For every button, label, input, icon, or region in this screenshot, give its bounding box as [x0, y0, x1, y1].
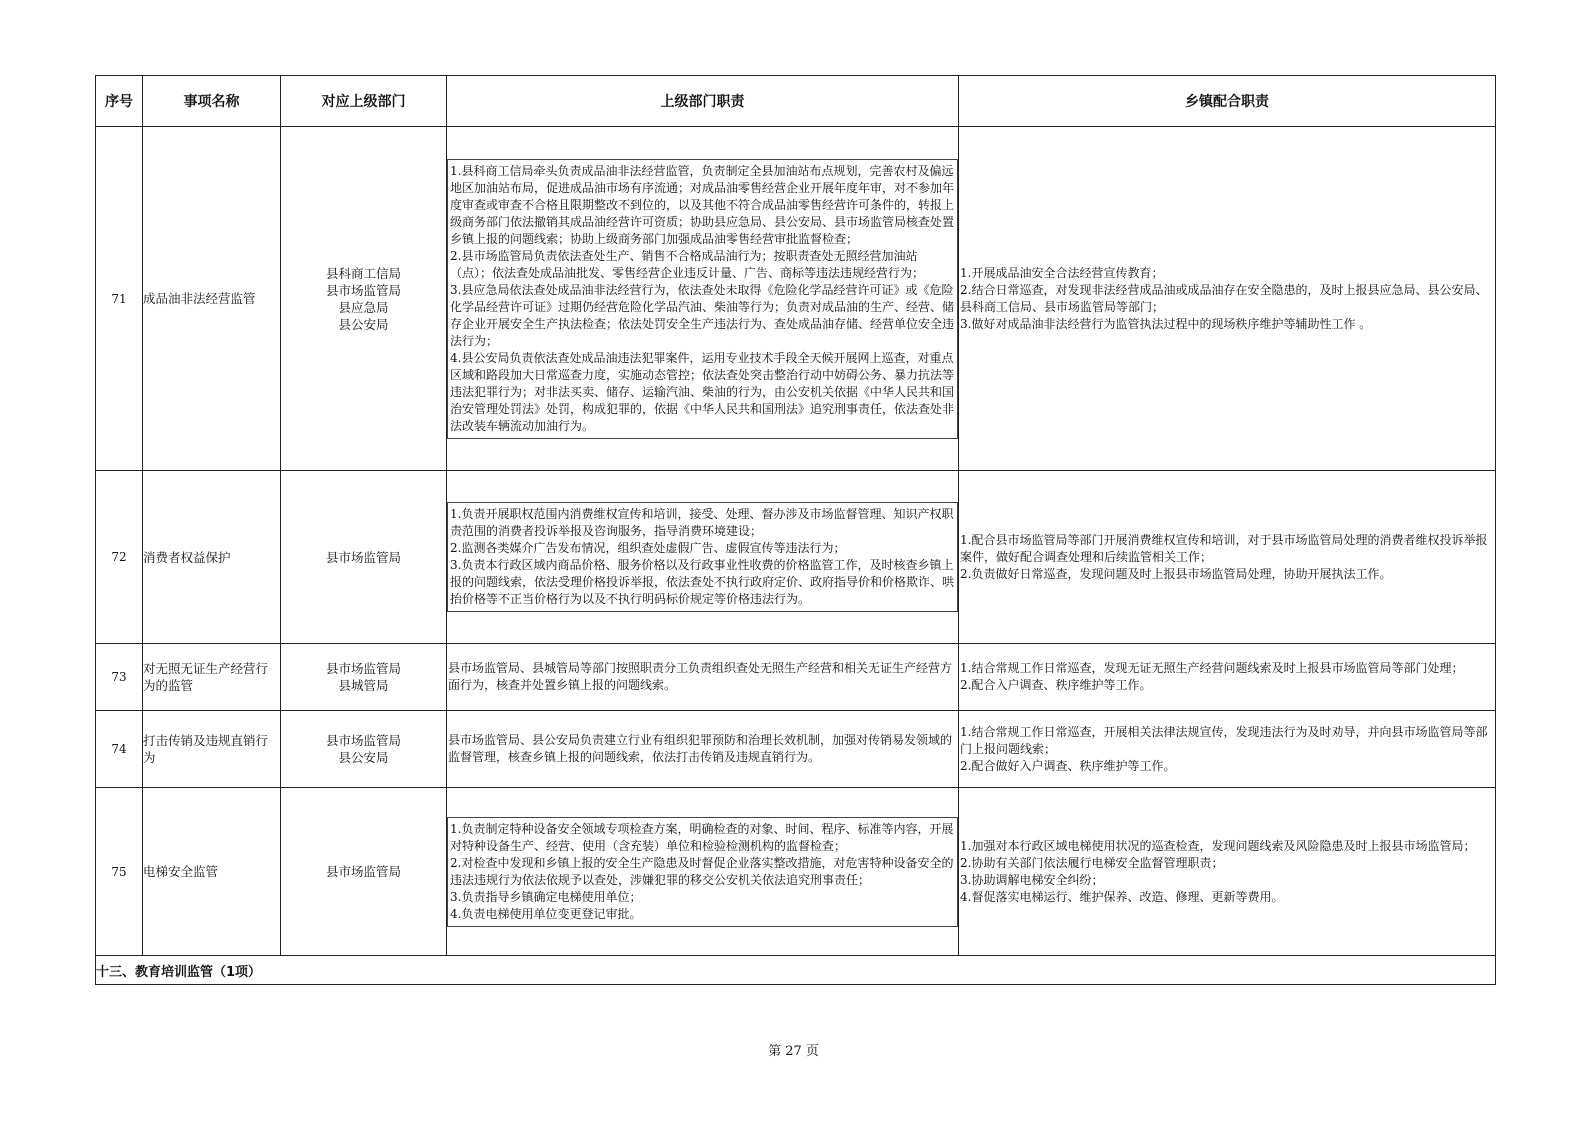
- duty-line: 1.配合县市场监管局等部门开展消费维权宣传和培训，对于县市场监管局处理的消费者维权投诉举报案件，做好配合调查处理和后续监管相关工作；: [960, 532, 1488, 564]
- duty-line: 1.结合常规工作日常巡查，开展相关法律法规宣传，发现违法行为及时劝导，并向县市场监管局等部门上报问题线索；: [960, 724, 1488, 756]
- duty-line: 1.结合常规工作日常巡查，发现无证无照生产经营问题线索及时上报县市场监管局等部门处理；: [960, 661, 1464, 675]
- row-seq: 74: [96, 711, 143, 788]
- section-row: [96, 956, 1496, 985]
- duty-line: 3.负责本行政区域内商品价格、服务价格以及行政事业性收费的价格监管工作，及时核查乡镇上报的问题线索，依法受理价格投诉举报，依法查处不执行政府定价、政府指导价和价格欺诈、哄抬价格等不正当价格行为以及不执行明码标价规定等价格违法行为。: [450, 558, 955, 606]
- town-duty-box: [959, 660, 1495, 694]
- row-upper-duty: [447, 711, 959, 788]
- header-upper-dept: 对应上级部门: [281, 76, 447, 127]
- town-duty-box: [959, 724, 1495, 775]
- duty-line: 县市场监管局、县公安局负责建立行业有组织犯罪预防和治理长效机制，加强对传销易发领域的监督管理，核查乡镇上报的问题线索，依法打击传销及违规直销行为。: [448, 733, 953, 764]
- table-row: [96, 127, 1496, 471]
- duty-line: 3.负责指导乡镇确定电梯使用单位；: [450, 889, 642, 904]
- upper-duty-box: [447, 159, 958, 439]
- table-row: [96, 788, 1496, 956]
- row-dept-list: [281, 788, 447, 956]
- row-seq: 75: [96, 788, 143, 956]
- duty-line: 1.县科商工信局牵头负责成品油非法经营监管，负责制定全县加油站布点规划，完善农村及偏远地区加油站布局，促进成品油市场有序流通；对成品油零售经营企业开展年度年审，对不参加年度审查或审查不合格且限期整改不到位的，以及其他不符合成品油零售经营许可条件的，转报上级商务部门依法撤销其成品油经营许可资质；协助县应急局、县公安局、县市场监管局核查处置乡镇上报的问题线索；协助上级商务部门加强成品油零售经营审批监督检查；: [450, 163, 955, 246]
- row-town-duty: [959, 471, 1496, 644]
- dept-entry: 县科商工信局: [325, 265, 401, 281]
- dept-entry: 县市场监管局: [325, 864, 401, 879]
- table-row: [96, 644, 1496, 711]
- row-seq: 71: [96, 127, 143, 471]
- row-upper-duty: [447, 788, 959, 956]
- dept-entry: 县公安局: [338, 750, 389, 765]
- duty-line: 2.负责做好日常巡查，发现问题及时上报县市场监管局处理，协助开展执法工作。: [960, 566, 1392, 581]
- row-seq: 72: [96, 471, 143, 644]
- duty-line: 3.协助调解电梯安全纠纷；: [960, 872, 1104, 887]
- row-dept-list: [281, 644, 447, 711]
- row-item-name: 消费者权益保护: [143, 471, 281, 644]
- town-duty-box: [959, 838, 1495, 906]
- duty-line: 4.督促落实电梯运行、维护保养、改造、修理、更新等费用。: [960, 889, 1284, 904]
- duty-line: 2.配合做好入户调查、秩序维护等工作。: [960, 758, 1176, 773]
- table-row: [96, 711, 1496, 788]
- duty-line: 3.做好对成品油非法经营行为监管执法过程中的现场秩序维护等辅助性工作 。: [960, 316, 1372, 331]
- row-item-name: 成品油非法经营监管: [143, 127, 281, 471]
- dept-entry: 县城管局: [338, 678, 389, 693]
- row-seq: 73: [96, 644, 143, 711]
- row-upper-duty: [447, 644, 959, 711]
- duty-table: [95, 75, 1496, 985]
- upper-duty-box: [447, 732, 958, 766]
- town-duty-box: [959, 532, 1495, 583]
- row-town-duty: [959, 711, 1496, 788]
- duty-line: 1.开展成品油安全合法经营宣传教育；: [960, 265, 1164, 280]
- row-item-name: 电梯安全监管: [143, 788, 281, 956]
- row-item-name: 打击传销及违规直销行为: [143, 711, 281, 788]
- dept-entry: 县市场监管局: [325, 661, 401, 676]
- dept-entry: 县市场监管局: [325, 282, 401, 298]
- row-town-duty: [959, 644, 1496, 711]
- dept-entry: 县应急局: [338, 299, 389, 315]
- row-upper-duty: [447, 127, 959, 471]
- duty-line: 4.负责电梯使用单位变更登记审批。: [450, 906, 642, 921]
- duty-line: 2.监测各类媒介广告发布情况，组织查处虚假广告、虚假宣传等违法行为；: [450, 541, 846, 555]
- header-town-duty: 乡镇配合职责: [959, 76, 1496, 127]
- duty-line: 县市场监管局、县城管局等部门按照职责分工负责组织查处无照生产经营和相关无证生产经营方面行为，核查并处置乡镇上报的问题线索。: [448, 661, 953, 692]
- duty-line: 1.加强对本行政区域电梯使用状况的巡查检查，发现问题线索及风险隐患及时上报县市场监管局；: [960, 838, 1476, 853]
- row-upper-duty: [447, 471, 959, 644]
- duty-line: 1.负责开展职权范围内消费维权宣传和培训，接受、处理、督办涉及市场监督管理、知识产权职责范围的消费者投诉举报及咨询服务，指导消费环境建设；: [450, 507, 954, 538]
- duty-line: 4.县公安局负责依法查处成品油违法犯罪案件，运用专业技术手段全天候开展网上巡查，对重点区域和路段加大日常巡查力度，实施动态管控；依法查处突击整治行动中妨碍公务、暴力抗法等违法犯罪行为；对非法买卖、储存、运输汽油、柴油的行为，由公安机关依据《中华人民共和国治安管理处罚法》处罚，构成犯罪的，依据《中华人民共和国刑法》追究刑事责任，依法查处非法改装车辆流动加油行为。: [450, 350, 955, 433]
- dept-entry: 县市场监管局: [325, 733, 401, 748]
- town-duty-box: [959, 265, 1495, 333]
- duty-line: 2.结合日常巡查，对发现非法经营成品油或成品油存在安全隐患的，及时上报县应急局、县公安局、县科商工信局、县市场监管局等部门；: [960, 282, 1488, 314]
- dept-entry: 县市场监管局: [325, 549, 401, 565]
- row-dept-list: [281, 471, 447, 644]
- duty-line: 2.对检查中发现和乡镇上报的安全生产隐患及时督促企业落实整改措施，对危害特种设备安全的违法违规行为依法依规予以查处，涉嫌犯罪的移交公安机关依法追究刑事责任；: [450, 855, 954, 887]
- header-upper-duty: 上级部门职责: [447, 76, 959, 127]
- duty-line: 3.县应急局依法查处成品油非法经营行为，依法查处未取得《危险化学品经营许可证》或《危险化学品经营许可证》过期仍经营危险化学品汽油、柴油等行为；负责对成品油的生产、经营、储存企业开展安全生产执法检查；依法处罚安全生产违法行为、查处成品油存储、经营单位安全违法行为；: [450, 282, 955, 348]
- section-title: 十三、教育培训监管（1项）: [96, 956, 1496, 985]
- upper-duty-box: [447, 502, 958, 612]
- duty-line: 2.县市场监管局负责依法查处生产、销售不合格成品油行为；按职责查处无照经营加油站（点）；依法查处成品油批发、零售经营企业违反计量、广告、商标等违法违规经营行为；: [450, 248, 925, 280]
- upper-duty-box: [447, 817, 958, 927]
- row-town-duty: [959, 788, 1496, 956]
- duty-line: 2.协助有关部门依法履行电梯安全监督管理职责；: [960, 855, 1224, 870]
- duty-line: 2.配合入户调查、秩序维护等工作。: [960, 678, 1152, 692]
- row-dept-list: [281, 711, 447, 788]
- row-item-name: 对无照无证生产经营行为的监管: [143, 644, 281, 711]
- header-seq: 序号: [96, 76, 143, 127]
- page-number: 第 27 页: [768, 1044, 819, 1059]
- header-item-name: 事项名称: [143, 76, 281, 127]
- duty-line: 1.负责制定特种设备安全领域专项检查方案，明确检查的对象、时间、程序、标准等内容，开展对特种设备生产、经营、使用（含充装）单位和检验检测机构的监督检查；: [450, 821, 954, 853]
- dept-entry: 县公安局: [338, 316, 389, 332]
- document-sheet: [95, 75, 1495, 985]
- header-row: [96, 76, 1496, 127]
- row-town-duty: [959, 127, 1496, 471]
- row-dept-list: [281, 127, 447, 471]
- upper-duty-box: [447, 660, 958, 694]
- table-row: [96, 471, 1496, 644]
